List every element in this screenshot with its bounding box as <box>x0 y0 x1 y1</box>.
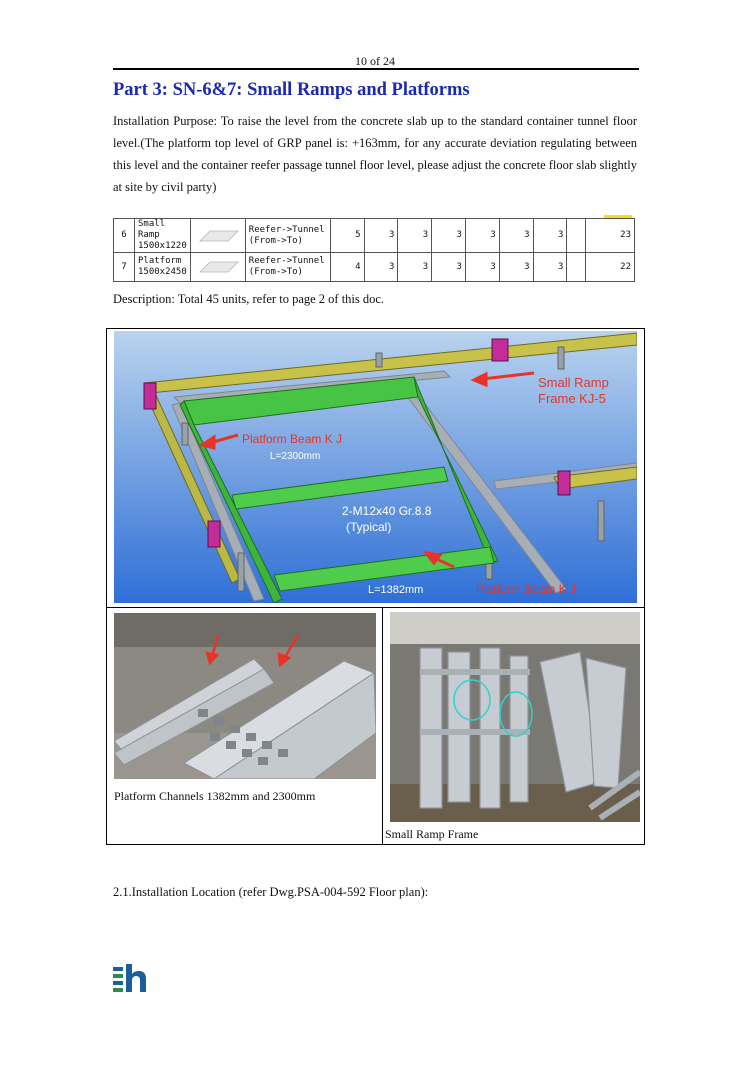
route-line2: (From->To) <box>248 267 303 277</box>
qty-cell: 3 <box>432 253 466 282</box>
route-line1: Reefer->Tunnel <box>248 224 325 235</box>
item-name <box>135 219 191 253</box>
qty-cell: 3 <box>533 219 567 253</box>
item-name-line1: Small Ramp <box>138 219 166 240</box>
qty-cell: 3 <box>432 219 466 253</box>
platform-panel-icon <box>196 260 240 274</box>
small-ramp-frame-photo <box>390 612 640 822</box>
length-top-label: L=2300mm <box>270 451 321 462</box>
qty-cell: 3 <box>499 219 533 253</box>
description: Description: Total 45 units, refer to page 2 of this doc. <box>113 292 385 306</box>
caption-small-ramp-frame: Small Ramp Frame <box>385 827 479 841</box>
bolt-spec-line1: 2-M12x40 Gr.8.8 <box>342 504 432 518</box>
qty-cell: 3 <box>364 253 398 282</box>
row-number: 7 <box>114 253 135 282</box>
qty-cell: 3 <box>465 219 499 253</box>
qty-cell: 4 <box>330 253 364 282</box>
installation-purpose: Installation Purpose: To raise the level from the concrete slab up to the standard container tunnel floor level.(The platform top level of GRP panel is: +163mm, for any accurate deviation regulating between this level and the container reefer passage tunnel floor level, please adjust the concrete floor slab slightly at site by civil party) <box>113 114 637 194</box>
route-line2: (From->To) <box>248 235 303 246</box>
platform-beam-label-top: Platform Beam K J <box>242 432 343 446</box>
qty-cell: 3 <box>533 253 567 282</box>
page-number: 10 of 24 <box>355 54 395 68</box>
parts-table <box>113 218 635 282</box>
figure-divider-vertical <box>382 607 383 844</box>
item-thumbnail <box>190 219 245 253</box>
ramp-panel-icon <box>196 229 240 243</box>
qty-cell: 3 <box>398 219 432 253</box>
header-rule <box>113 68 639 70</box>
item-thumbnail <box>190 253 245 282</box>
small-ramp-label-line1: Small Ramp <box>538 375 609 390</box>
qty-cell: 3 <box>364 219 398 253</box>
caption-platform-channels: Platform Channels 1382mm and 2300mm <box>114 789 316 803</box>
item-name-line1: Platform <box>138 256 182 266</box>
qty-cell: 3 <box>499 253 533 282</box>
total-cell: 22 <box>586 253 635 282</box>
route-line1: Reefer->Tunnel <box>248 256 325 266</box>
item-size-line2: 1500x2450 <box>138 267 187 277</box>
platform-beam-label-bottom: Platform Beam K J <box>476 582 577 596</box>
length-bottom-label: L=1382mm <box>368 584 424 596</box>
row-number: 6 <box>114 219 135 253</box>
structure-render <box>114 331 637 603</box>
item-route <box>245 219 330 253</box>
total-cell: 23 <box>586 219 635 253</box>
bolt-spec-line2: (Typical) <box>346 520 392 534</box>
section-heading: 2.1.Installation Location (refer Dwg.PSA-004-592 Floor plan): <box>113 885 429 899</box>
part-title: Part 3: SN-6&7: Small Ramps and Platforms <box>113 80 470 100</box>
qty-cell <box>567 219 586 253</box>
figure-frame <box>106 328 645 845</box>
qty-cell: 5 <box>330 219 364 253</box>
qty-cell: 3 <box>465 253 499 282</box>
item-name <box>135 253 191 282</box>
company-logo <box>113 964 147 992</box>
qty-cell: 3 <box>398 253 432 282</box>
item-size-line2: 1500x1220 <box>138 241 187 251</box>
qty-cell <box>567 253 586 282</box>
item-route <box>245 253 330 282</box>
table-row <box>114 219 635 253</box>
table-row <box>114 253 635 282</box>
platform-channels-photo <box>114 613 376 779</box>
small-ramp-label-line2: Frame KJ-5 <box>538 391 606 406</box>
figure-divider-horizontal <box>107 607 644 608</box>
